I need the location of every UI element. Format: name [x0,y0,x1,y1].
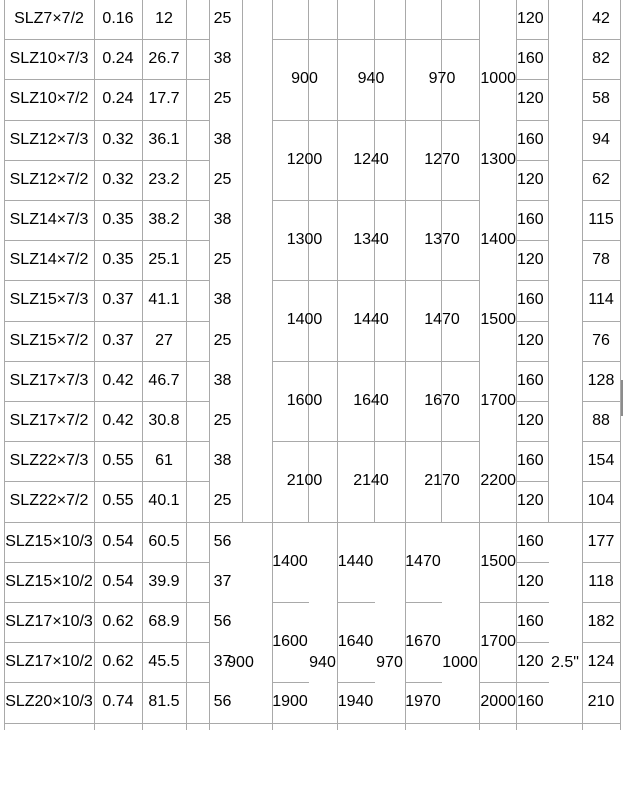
merged-value-cell: 2140 [353,472,389,489]
model-cell: SLZ15×7/2 [9,332,89,349]
value-cell: 128 [587,372,615,389]
merged-value-cell: 1640 [337,633,374,650]
value-cell: 25 [213,412,232,429]
grid-line [620,0,621,730]
value-cell: 0.16 [102,10,134,27]
merged-value-cell: 970 [428,70,456,87]
merged-value-cell: 1470 [424,311,460,328]
model-cell: SLZ17×10/2 [5,653,93,670]
model-cell: SLZ22×7/2 [9,492,89,509]
merged-value-cell: 2170 [424,472,460,489]
value-cell: 0.42 [102,412,134,429]
value-cell: 38 [213,452,232,469]
merged-value-cell: 1340 [353,231,389,248]
value-cell: 0.62 [102,613,134,630]
value-cell: 124 [587,653,615,670]
value-cell: 27 [155,332,173,349]
grid-line [405,0,406,40]
value-cell: 120 [517,332,544,349]
value-cell: 25 [213,492,232,509]
value-cell: 120 [517,412,544,429]
grid-line [186,0,187,730]
value-cell: 25 [213,10,232,27]
merged-value-cell: 1440 [353,311,389,328]
value-cell: 37 [213,573,232,590]
value-cell: 40.1 [148,492,180,509]
grid-line [479,0,480,40]
merged-value-cell: 1200 [286,151,323,168]
value-cell: 104 [587,492,615,509]
model-cell: SLZ10×7/3 [9,50,89,67]
value-cell: 58 [592,90,610,107]
model-cell: SLZ10×7/2 [9,90,89,107]
value-cell: 25.1 [148,251,180,268]
merged-value-cell: 1700 [480,392,516,409]
value-cell: 160 [517,291,544,308]
value-cell: 120 [517,653,544,670]
merged-value-cell: 940 [357,70,385,87]
model-cell: SLZ20×10/3 [5,693,93,710]
merged-value-cell: 1300 [286,231,323,248]
value-cell: 0.35 [102,211,134,228]
value-cell: 68.9 [148,613,180,630]
value-cell: 56 [213,613,232,630]
model-cell: SLZ15×10/2 [5,573,93,590]
value-cell: 0.32 [102,131,134,148]
value-cell: 25 [213,90,232,107]
value-cell: 39.9 [148,573,180,590]
value-cell: 0.37 [102,332,134,349]
value-cell: 61 [155,452,173,469]
value-cell: 26.7 [148,50,180,67]
scrollbar-thumb[interactable] [621,380,623,416]
merged-value-cell: 1400 [286,311,323,328]
merged-value-cell: 1400 [272,553,308,570]
value-cell: 25 [213,332,232,349]
value-cell: 0.62 [102,653,134,670]
merged-value-cell: 1440 [337,553,374,570]
value-cell: 36.1 [148,131,180,148]
model-cell: SLZ15×7/3 [9,291,89,308]
value-cell: 38.2 [148,211,180,228]
value-cell: 160 [517,533,544,550]
value-cell: 160 [517,693,544,710]
value-cell: 0.54 [102,533,134,550]
value-cell: 210 [587,693,615,710]
merged-value-cell: 1470 [405,553,441,570]
lower-merged-cell: 1000 [442,653,478,671]
value-cell: 25 [213,171,232,188]
merged-value-cell: 2000 [480,693,516,710]
value-cell: 46.7 [148,372,180,389]
model-cell: SLZ7×7/2 [14,10,84,27]
merged-value-cell: 2200 [480,472,516,489]
value-cell: 182 [587,613,615,630]
value-cell: 160 [517,211,544,228]
lower-merged-cell: 900 [227,653,254,671]
model-cell: SLZ14×7/2 [9,251,89,268]
merged-value-cell: 1270 [424,151,460,168]
value-cell: 0.37 [102,291,134,308]
merged-value-cell: 2100 [286,472,323,489]
merged-value-cell: 900 [291,70,318,87]
merged-value-cell: 1900 [272,693,308,710]
grid-line [242,0,243,523]
model-cell: SLZ14×7/3 [9,211,89,228]
value-cell: 115 [588,211,614,228]
value-cell: 160 [517,452,544,469]
value-cell: 56 [213,693,232,710]
grid-line [337,0,338,40]
merged-value-cell: 1670 [405,633,441,650]
model-cell: SLZ17×7/2 [9,412,89,429]
value-cell: 0.24 [102,90,134,107]
value-cell: 0.42 [102,372,134,389]
value-cell: 38 [213,211,232,228]
value-cell: 120 [517,90,544,107]
model-cell: SLZ12×7/3 [9,131,89,148]
merged-value-cell: 1370 [424,231,460,248]
merged-value-cell: 1240 [353,151,389,168]
merged-value-cell: 1500 [480,553,516,570]
merged-value-cell: 1970 [405,693,441,710]
value-cell: 78 [592,251,610,268]
value-cell: 177 [587,533,615,550]
value-cell: 38 [213,372,232,389]
value-cell: 0.54 [102,573,134,590]
value-cell: 120 [517,171,544,188]
merged-value-cell: 1640 [353,392,389,409]
model-cell: SLZ12×7/2 [9,171,89,188]
merged-value-cell: 1500 [480,311,516,328]
merged-value-cell: 1600 [286,392,323,409]
value-cell: 38 [213,291,232,308]
value-cell: 42 [592,10,610,27]
value-cell: 0.24 [102,50,134,67]
merged-value-cell: 1400 [480,231,516,248]
value-cell: 0.74 [102,693,134,710]
value-cell: 41.1 [148,291,180,308]
value-cell: 160 [517,613,544,630]
merged-value-cell: 1000 [480,70,516,87]
lower-merged-cell: 2.5" [551,653,579,671]
value-cell: 25 [213,251,232,268]
value-cell: 38 [213,131,232,148]
value-cell: 56 [213,533,232,550]
value-cell: 37 [213,653,232,670]
value-cell: 120 [517,573,544,590]
value-cell: 88 [592,412,610,429]
value-cell: 0.32 [102,171,134,188]
merged-value-cell: 1670 [424,392,460,409]
model-cell: SLZ17×10/3 [5,613,93,630]
value-cell: 0.35 [102,251,134,268]
value-cell: 81.5 [148,693,180,710]
model-cell: SLZ15×10/3 [5,533,93,550]
value-cell: 17.7 [148,90,180,107]
value-cell: 76 [592,332,610,349]
value-cell: 23.2 [148,171,180,188]
value-cell: 118 [588,573,614,590]
grid-line [272,0,273,40]
value-cell: 160 [517,372,544,389]
value-cell: 120 [517,10,544,27]
lower-merged-cell: 940 [309,653,336,671]
merged-value-cell: 1300 [480,151,516,168]
value-cell: 62 [592,171,610,188]
value-cell: 12 [155,10,173,27]
value-cell: 82 [592,50,610,67]
merged-value-cell: 1700 [480,633,516,650]
value-cell: 38 [213,50,232,67]
lower-merged-cell: 970 [376,653,403,671]
value-cell: 0.55 [102,492,134,509]
value-cell: 160 [517,131,544,148]
value-cell: 94 [592,131,610,148]
value-cell: 160 [517,50,544,67]
value-cell: 0.55 [102,452,134,469]
merged-value-cell: 1940 [337,693,374,710]
model-cell: SLZ17×7/3 [9,372,89,389]
value-cell: 120 [517,251,544,268]
value-cell: 154 [587,452,615,469]
value-cell: 30.8 [148,412,180,429]
merged-value-cell: 1600 [272,633,308,650]
model-cell: SLZ22×7/3 [9,452,89,469]
value-cell: 45.5 [148,653,180,670]
value-cell: 60.5 [148,533,180,550]
value-cell: 120 [517,492,544,509]
value-cell: 114 [588,291,614,308]
